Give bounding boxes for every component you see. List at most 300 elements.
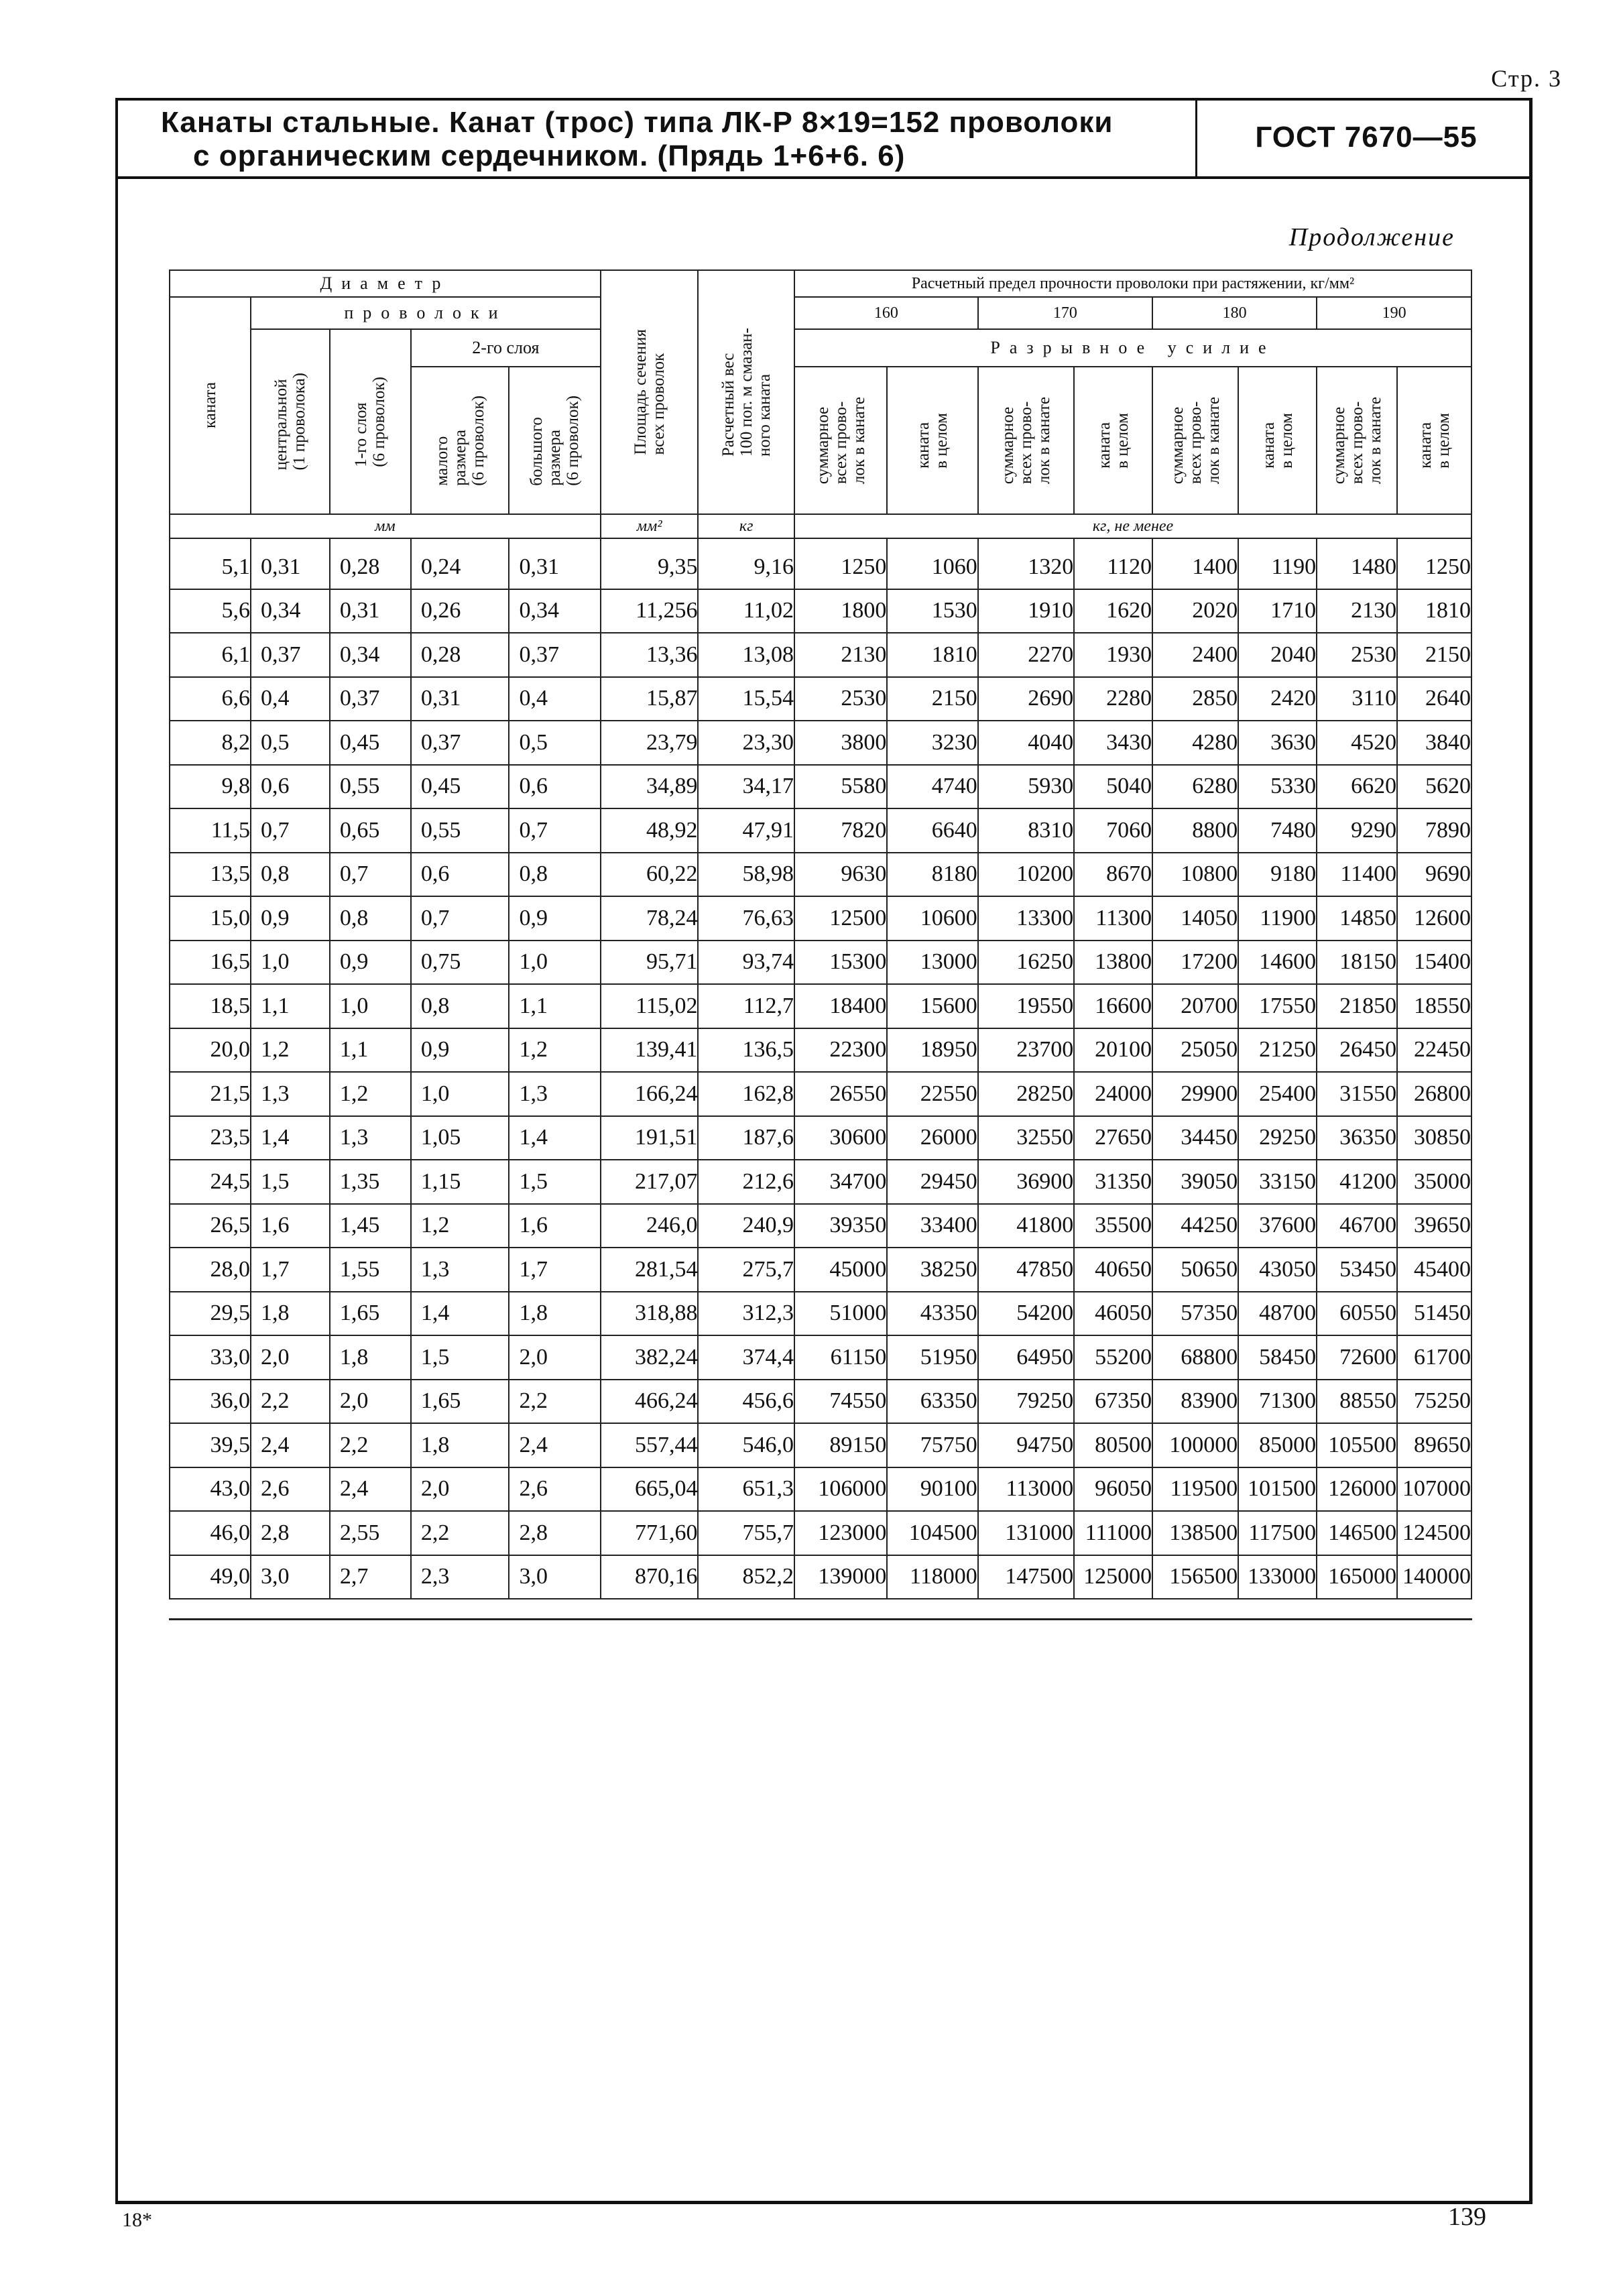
table-cell: 104500 xyxy=(887,1511,977,1555)
table-cell: 39050 xyxy=(1152,1160,1238,1204)
table-cell: 1,35 xyxy=(330,1160,411,1204)
table-cell: 312,3 xyxy=(698,1292,794,1336)
table-cell: 2530 xyxy=(1317,633,1397,677)
table-cell: 28250 xyxy=(978,1072,1075,1116)
table-cell: 23,30 xyxy=(698,721,794,765)
table-cell: 318,88 xyxy=(601,1292,699,1336)
table-cell: 0,7 xyxy=(411,896,509,941)
table-cell: 23,5 xyxy=(170,1116,251,1160)
table-cell: 68800 xyxy=(1152,1335,1238,1380)
table-cell: 1,0 xyxy=(509,941,600,985)
table-cell: 6640 xyxy=(887,808,977,853)
strength-170: 170 xyxy=(978,297,1152,329)
strength-190: 190 xyxy=(1317,297,1471,329)
table-cell: 5930 xyxy=(978,765,1075,809)
unit-kg: кг xyxy=(698,514,794,538)
rope-table xyxy=(169,269,1472,1599)
table-body xyxy=(170,538,1471,1599)
table-cell: 2420 xyxy=(1238,677,1317,721)
table-cell: 125000 xyxy=(1074,1555,1152,1599)
strength-160: 160 xyxy=(794,297,978,329)
table-cell: 8800 xyxy=(1152,808,1238,853)
header-large: большого размера (6 проволок) xyxy=(509,367,600,514)
header-whole-180: каната в целом xyxy=(1238,367,1317,514)
table-cell: 3430 xyxy=(1074,721,1152,765)
table-cell: 2690 xyxy=(978,677,1075,721)
table-cell: 2040 xyxy=(1238,633,1317,677)
table-cell: 17550 xyxy=(1238,984,1317,1028)
table-bottom-line xyxy=(169,1618,1472,1620)
table-row xyxy=(170,1116,1471,1160)
table-cell: 1930 xyxy=(1074,633,1152,677)
table-cell: 138500 xyxy=(1152,1511,1238,1555)
table-cell: 45400 xyxy=(1397,1248,1471,1292)
table-row xyxy=(170,1292,1471,1336)
table-row xyxy=(170,1248,1471,1292)
table-cell: 51000 xyxy=(794,1292,887,1336)
table-cell: 1,1 xyxy=(330,1028,411,1073)
table-cell: 1,05 xyxy=(411,1116,509,1160)
table-cell: 18950 xyxy=(887,1028,977,1073)
table-cell: 90100 xyxy=(887,1467,977,1512)
table-row xyxy=(170,633,1471,677)
table-cell: 2280 xyxy=(1074,677,1152,721)
table-cell: 1,2 xyxy=(509,1028,600,1073)
table-cell: 19550 xyxy=(978,984,1075,1028)
table-cell: 0,45 xyxy=(330,721,411,765)
page-label-top: Стр. 3 xyxy=(1491,65,1562,92)
table-cell: 2,2 xyxy=(251,1380,330,1424)
table-cell: 15,0 xyxy=(170,896,251,941)
table-cell: 2,0 xyxy=(411,1467,509,1512)
table-row xyxy=(170,1467,1471,1512)
table-cell: 3230 xyxy=(887,721,977,765)
header-sum-190: суммарное всех прово- лок в канате xyxy=(1317,367,1397,514)
header-weight: Расчетный вес 100 пог. м смазан- ного каната xyxy=(698,270,794,514)
table-cell: 10800 xyxy=(1152,853,1238,897)
footer-left: 18* xyxy=(122,2209,152,2231)
table-cell: 9180 xyxy=(1238,853,1317,897)
table-cell: 8310 xyxy=(978,808,1075,853)
table-cell: 113000 xyxy=(978,1467,1075,1512)
table-cell: 133000 xyxy=(1238,1555,1317,1599)
table-cell: 100000 xyxy=(1152,1423,1238,1467)
table-cell: 162,8 xyxy=(698,1072,794,1116)
table-cell: 21850 xyxy=(1317,984,1397,1028)
table-cell: 6,1 xyxy=(170,633,251,677)
table-cell: 38250 xyxy=(887,1248,977,1292)
header-sum-160: суммарное всех прово- лок в канате xyxy=(794,367,887,514)
table-cell: 2,0 xyxy=(330,1380,411,1424)
table-cell: 9630 xyxy=(794,853,887,897)
table-cell: 0,37 xyxy=(330,677,411,721)
table-cell: 1190 xyxy=(1238,538,1317,589)
table-cell: 61700 xyxy=(1397,1335,1471,1380)
table-cell: 61150 xyxy=(794,1335,887,1380)
table-cell: 75750 xyxy=(887,1423,977,1467)
table-cell: 166,24 xyxy=(601,1072,699,1116)
table-cell: 60,22 xyxy=(601,853,699,897)
table-cell: 76,63 xyxy=(698,896,794,941)
page-number: 139 xyxy=(1448,2203,1486,2231)
table-cell: 2,3 xyxy=(411,1555,509,1599)
title-line-1: Канаты стальные. Канат (трос) типа ЛК-Р 8×19=152 проволоки xyxy=(161,106,1114,139)
table-cell: 54200 xyxy=(978,1292,1075,1336)
table-cell: 22550 xyxy=(887,1072,977,1116)
header-small: малого размера (6 проволок) xyxy=(411,367,509,514)
table-row xyxy=(170,853,1471,897)
table-cell: 0,8 xyxy=(330,896,411,941)
table-row xyxy=(170,808,1471,853)
table-cell: 665,04 xyxy=(601,1467,699,1512)
table-cell: 2530 xyxy=(794,677,887,721)
table-cell: 1060 xyxy=(887,538,977,589)
table-cell: 2150 xyxy=(887,677,977,721)
table-cell: 13,08 xyxy=(698,633,794,677)
table-cell: 1480 xyxy=(1317,538,1397,589)
table-cell: 83900 xyxy=(1152,1380,1238,1424)
table-cell: 34700 xyxy=(794,1160,887,1204)
table-row xyxy=(170,1072,1471,1116)
table-row xyxy=(170,984,1471,1028)
table-cell: 1,0 xyxy=(251,941,330,985)
table-cell: 30850 xyxy=(1397,1116,1471,1160)
table-cell: 0,26 xyxy=(411,589,509,633)
table-cell: 46700 xyxy=(1317,1204,1397,1248)
table-cell: 0,9 xyxy=(330,941,411,985)
table-cell: 6280 xyxy=(1152,765,1238,809)
table-cell: 2150 xyxy=(1397,633,1471,677)
table-cell: 11300 xyxy=(1074,896,1152,941)
strength-180: 180 xyxy=(1152,297,1317,329)
table-cell: 43350 xyxy=(887,1292,977,1336)
table-cell: 111000 xyxy=(1074,1511,1152,1555)
table-cell: 870,16 xyxy=(601,1555,699,1599)
table-cell: 16250 xyxy=(978,941,1075,985)
table-cell: 20700 xyxy=(1152,984,1238,1028)
table-cell: 33400 xyxy=(887,1204,977,1248)
table-cell: 1,8 xyxy=(411,1423,509,1467)
table-cell: 1,65 xyxy=(330,1292,411,1336)
table-cell: 119500 xyxy=(1152,1467,1238,1512)
table-cell: 34,17 xyxy=(698,765,794,809)
table-cell: 1,65 xyxy=(411,1380,509,1424)
header-area: Площадь сечения всех проволок xyxy=(601,270,699,514)
table-cell: 546,0 xyxy=(698,1423,794,1467)
table-cell: 22450 xyxy=(1397,1028,1471,1073)
table-cell: 5040 xyxy=(1074,765,1152,809)
table-cell: 1250 xyxy=(794,538,887,589)
table-row xyxy=(170,1511,1471,1555)
table-cell: 0,24 xyxy=(411,538,509,589)
table-cell: 0,8 xyxy=(411,984,509,1028)
table-cell: 75250 xyxy=(1397,1380,1471,1424)
table-cell: 0,34 xyxy=(251,589,330,633)
table-cell: 53450 xyxy=(1317,1248,1397,1292)
table-cell: 9290 xyxy=(1317,808,1397,853)
table-row xyxy=(170,589,1471,633)
table-cell: 43050 xyxy=(1238,1248,1317,1292)
table-cell: 0,9 xyxy=(509,896,600,941)
unit-force: кг, не менее xyxy=(794,514,1471,538)
header-wires: проволоки xyxy=(251,297,601,329)
table-cell: 456,6 xyxy=(698,1380,794,1424)
table-cell: 0,5 xyxy=(509,721,600,765)
table-cell: 2020 xyxy=(1152,589,1238,633)
table-cell: 0,6 xyxy=(411,853,509,897)
table-row xyxy=(170,1160,1471,1204)
table-cell: 557,44 xyxy=(601,1423,699,1467)
table-cell: 0,6 xyxy=(509,765,600,809)
table-row xyxy=(170,896,1471,941)
table-cell: 0,37 xyxy=(411,721,509,765)
table-cell: 147500 xyxy=(978,1555,1075,1599)
table-cell: 1,3 xyxy=(251,1072,330,1116)
table-cell: 0,7 xyxy=(509,808,600,853)
table-cell: 0,4 xyxy=(509,677,600,721)
table-cell: 94750 xyxy=(978,1423,1075,1467)
table-cell: 51950 xyxy=(887,1335,977,1380)
table-cell: 24,5 xyxy=(170,1160,251,1204)
table-cell: 26,5 xyxy=(170,1204,251,1248)
table-cell: 140000 xyxy=(1397,1555,1471,1599)
table-cell: 33,0 xyxy=(170,1335,251,1380)
table-cell: 1250 xyxy=(1397,538,1471,589)
table-cell: 2,2 xyxy=(411,1511,509,1555)
table-cell: 44250 xyxy=(1152,1204,1238,1248)
table-cell: 41200 xyxy=(1317,1160,1397,1204)
table-cell: 2,2 xyxy=(330,1423,411,1467)
table-cell: 1810 xyxy=(887,633,977,677)
table-cell: 1,6 xyxy=(251,1204,330,1248)
header-force: Разрывное усилие xyxy=(794,329,1471,367)
table-cell: 4280 xyxy=(1152,721,1238,765)
table-cell: 1,3 xyxy=(509,1072,600,1116)
table-cell: 26550 xyxy=(794,1072,887,1116)
table-cell: 89150 xyxy=(794,1423,887,1467)
continuation-label: Продолжение xyxy=(1288,223,1455,251)
unit-mm: мм xyxy=(170,514,601,538)
table-cell: 1,5 xyxy=(509,1160,600,1204)
table-cell: 26450 xyxy=(1317,1028,1397,1073)
table-cell: 14050 xyxy=(1152,896,1238,941)
table-cell: 47,91 xyxy=(698,808,794,853)
table-cell: 115,02 xyxy=(601,984,699,1028)
table-cell: 85000 xyxy=(1238,1423,1317,1467)
table-cell: 6620 xyxy=(1317,765,1397,809)
table-cell: 29900 xyxy=(1152,1072,1238,1116)
table-cell: 2270 xyxy=(978,633,1075,677)
table-cell: 9,8 xyxy=(170,765,251,809)
table-cell: 39350 xyxy=(794,1204,887,1248)
table-cell: 4040 xyxy=(978,721,1075,765)
table-row xyxy=(170,677,1471,721)
table-cell: 0,37 xyxy=(251,633,330,677)
table-cell: 8180 xyxy=(887,853,977,897)
table-cell: 3,0 xyxy=(251,1555,330,1599)
table-cell: 123000 xyxy=(794,1511,887,1555)
table-cell: 1,5 xyxy=(411,1335,509,1380)
header-central: центральной (1 проволока) xyxy=(251,329,330,514)
table-cell: 187,6 xyxy=(698,1116,794,1160)
table-cell: 8670 xyxy=(1074,853,1152,897)
table-cell: 32550 xyxy=(978,1116,1075,1160)
table-cell: 4520 xyxy=(1317,721,1397,765)
table-cell: 71300 xyxy=(1238,1380,1317,1424)
table-cell: 156500 xyxy=(1152,1555,1238,1599)
table-cell: 0,8 xyxy=(509,853,600,897)
table-cell: 14600 xyxy=(1238,941,1317,985)
table-cell: 7060 xyxy=(1074,808,1152,853)
table-cell: 139000 xyxy=(794,1555,887,1599)
table-cell: 246,0 xyxy=(601,1204,699,1248)
table-cell: 1,5 xyxy=(251,1160,330,1204)
table-cell: 126000 xyxy=(1317,1467,1397,1512)
table-cell: 1,2 xyxy=(330,1072,411,1116)
table-cell: 1,55 xyxy=(330,1248,411,1292)
table-cell: 14850 xyxy=(1317,896,1397,941)
table-cell: 0,4 xyxy=(251,677,330,721)
header-whole-170: каната в целом xyxy=(1074,367,1152,514)
table-cell: 6,6 xyxy=(170,677,251,721)
table-row xyxy=(170,538,1471,589)
table-cell: 374,4 xyxy=(698,1335,794,1380)
table-cell: 51450 xyxy=(1397,1292,1471,1336)
table-row xyxy=(170,721,1471,765)
table-cell: 10200 xyxy=(978,853,1075,897)
table-cell: 1,8 xyxy=(509,1292,600,1336)
table-cell: 2,4 xyxy=(330,1467,411,1512)
table-cell: 106000 xyxy=(794,1467,887,1512)
table-cell: 9,16 xyxy=(698,538,794,589)
table-cell: 3630 xyxy=(1238,721,1317,765)
table-row xyxy=(170,941,1471,985)
table-cell: 0,55 xyxy=(411,808,509,853)
table-row xyxy=(170,1380,1471,1424)
table-cell: 1,1 xyxy=(509,984,600,1028)
table-cell: 1,4 xyxy=(411,1292,509,1336)
table-cell: 2,6 xyxy=(509,1467,600,1512)
table-cell: 0,6 xyxy=(251,765,330,809)
table-cell: 28,0 xyxy=(170,1248,251,1292)
table-cell: 0,9 xyxy=(411,1028,509,1073)
table-cell: 466,24 xyxy=(601,1380,699,1424)
document-title xyxy=(161,106,1180,173)
header-sum-170: суммарное всех прово- лок в канате xyxy=(978,367,1075,514)
table-cell: 0,8 xyxy=(251,853,330,897)
table-cell: 67350 xyxy=(1074,1380,1152,1424)
table-cell: 37600 xyxy=(1238,1204,1317,1248)
table-cell: 43,0 xyxy=(170,1467,251,1512)
standard-number: ГОСТ 7670—55 xyxy=(1255,121,1478,154)
table-cell: 72600 xyxy=(1317,1335,1397,1380)
table-cell: 0,55 xyxy=(330,765,411,809)
header-divider xyxy=(1195,101,1197,176)
table-cell: 11,5 xyxy=(170,808,251,853)
header-whole-160: каната в целом xyxy=(887,367,977,514)
table-cell: 1,3 xyxy=(330,1116,411,1160)
table-cell: 11,256 xyxy=(601,589,699,633)
table-cell: 217,07 xyxy=(601,1160,699,1204)
table-row xyxy=(170,1335,1471,1380)
table-cell: 1810 xyxy=(1397,589,1471,633)
table-cell: 11400 xyxy=(1317,853,1397,897)
table-cell: 281,54 xyxy=(601,1248,699,1292)
table-cell: 26800 xyxy=(1397,1072,1471,1116)
table-cell: 29450 xyxy=(887,1160,977,1204)
table-cell: 0,31 xyxy=(509,538,600,589)
table-cell: 22300 xyxy=(794,1028,887,1073)
table-cell: 35000 xyxy=(1397,1160,1471,1204)
table-row xyxy=(170,1028,1471,1073)
table-row xyxy=(170,1204,1471,1248)
table-cell: 95,71 xyxy=(601,941,699,985)
table-cell: 15,87 xyxy=(601,677,699,721)
table-cell: 12500 xyxy=(794,896,887,941)
table-cell: 2,4 xyxy=(509,1423,600,1467)
table-cell: 50650 xyxy=(1152,1248,1238,1292)
table-cell: 1,7 xyxy=(251,1248,330,1292)
table-cell: 39,5 xyxy=(170,1423,251,1467)
table-cell: 139,41 xyxy=(601,1028,699,1073)
table-cell: 5,6 xyxy=(170,589,251,633)
table-cell: 1,0 xyxy=(330,984,411,1028)
table-cell: 101500 xyxy=(1238,1467,1317,1512)
table-cell: 29,5 xyxy=(170,1292,251,1336)
table-cell: 117500 xyxy=(1238,1511,1317,1555)
table-cell: 33150 xyxy=(1238,1160,1317,1204)
table-cell: 79250 xyxy=(978,1380,1075,1424)
table-cell: 18150 xyxy=(1317,941,1397,985)
table-cell: 41800 xyxy=(978,1204,1075,1248)
table-cell: 8,2 xyxy=(170,721,251,765)
table-cell: 21,5 xyxy=(170,1072,251,1116)
table-cell: 1530 xyxy=(887,589,977,633)
table-cell: 7820 xyxy=(794,808,887,853)
table-cell: 96050 xyxy=(1074,1467,1152,1512)
header-rope: каната xyxy=(170,297,251,514)
table-cell: 0,5 xyxy=(251,721,330,765)
table-cell: 1,7 xyxy=(509,1248,600,1292)
table-row xyxy=(170,1423,1471,1467)
table-row xyxy=(170,1555,1471,1599)
table-cell: 3840 xyxy=(1397,721,1471,765)
table-cell: 55200 xyxy=(1074,1335,1152,1380)
table-cell: 0,28 xyxy=(330,538,411,589)
table-cell: 45000 xyxy=(794,1248,887,1292)
table-cell: 4740 xyxy=(887,765,977,809)
table-cell: 2,4 xyxy=(251,1423,330,1467)
table-cell: 18550 xyxy=(1397,984,1471,1028)
table-cell: 23700 xyxy=(978,1028,1075,1073)
table-cell: 5580 xyxy=(794,765,887,809)
table-cell: 146500 xyxy=(1317,1511,1397,1555)
table-cell: 0,7 xyxy=(330,853,411,897)
table-cell: 0,37 xyxy=(509,633,600,677)
table-cell: 0,28 xyxy=(411,633,509,677)
table-cell: 0,65 xyxy=(330,808,411,853)
table-cell: 36,0 xyxy=(170,1380,251,1424)
table-cell: 46050 xyxy=(1074,1292,1152,1336)
table-cell: 1,45 xyxy=(330,1204,411,1248)
table-cell: 1,8 xyxy=(251,1292,330,1336)
table-cell: 46,0 xyxy=(170,1511,251,1555)
header-strength: Расчетный предел прочности проволоки при растяжении, кг/мм² xyxy=(794,270,1471,297)
table-cell: 112,7 xyxy=(698,984,794,1028)
table-cell: 1,4 xyxy=(251,1116,330,1160)
table-cell: 89650 xyxy=(1397,1423,1471,1467)
table-cell: 105500 xyxy=(1317,1423,1397,1467)
